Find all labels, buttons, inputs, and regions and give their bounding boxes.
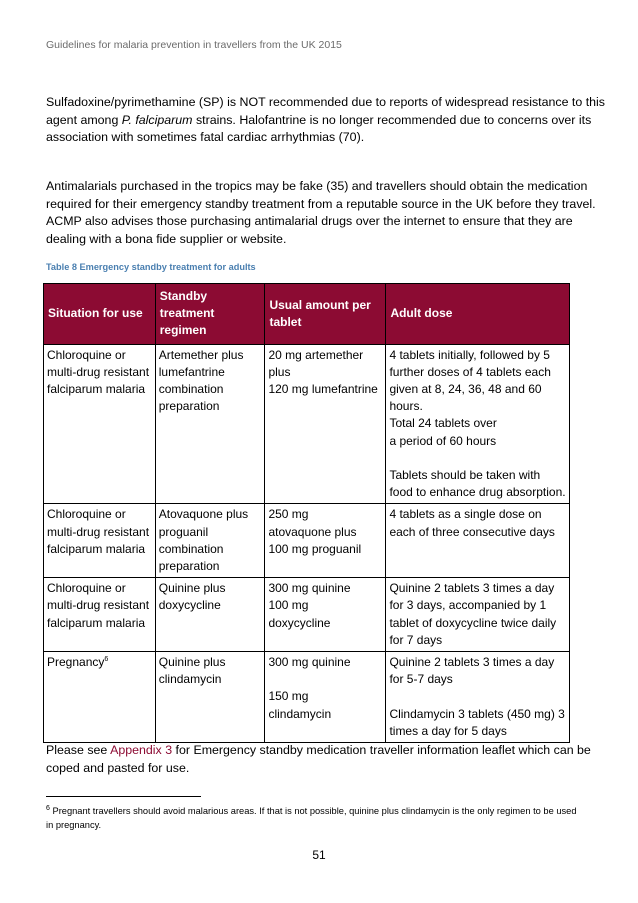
cell-situation: Chloroquine or multi-drug resistant falciparum malaria	[44, 504, 156, 578]
footnote	[46, 805, 586, 832]
paragraph-sp-halofantrine	[46, 94, 606, 147]
paragraph-fake-antimalarials: Antimalarials purchased in the tropics may be fake (35) and travellers should obtain the medication required for their emergency standby treatment from a reputable source in the UK before they travel. ACMP also advises those purchasing antimalarial drugs over the internet to ensure that they are dealing with a bona fide supplier or website.	[46, 179, 596, 246]
table-row	[44, 652, 570, 743]
page-number: 51	[312, 848, 326, 862]
dose-quinine: Quinine 2 tablets 3 times a day for 5-7 days	[389, 655, 555, 687]
cell-situation: Chloroquine or multi-drug resistant falciparum malaria	[44, 578, 156, 652]
header-situation: Situation for use	[44, 284, 156, 345]
appendix-text: Please see	[46, 743, 111, 757]
emergency-standby-table	[43, 283, 570, 743]
cell-regimen: Quinine plus doxycycline	[155, 578, 265, 652]
header-amount: Usual amount per tablet	[265, 284, 386, 345]
cell-situation: Chloroquine or multi-drug resistant falciparum malaria	[44, 344, 156, 504]
appendix-reference	[46, 742, 606, 777]
amount-quinine: 300 mg quinine	[268, 655, 351, 670]
dose-text: 4 tablets initially, followed by 5 further doses of 4 tablets each given at 8, 24, 36, 48 and 60 hours. Total 24 tablets over a period of 60 hours	[389, 347, 551, 448]
running-header: Guidelines for malaria prevention in travellers from the UK 2015	[46, 39, 342, 51]
cell-regimen: Artemether plus lumefantrine combination preparation	[155, 344, 265, 504]
cell-amount: 250 mg atovaquone plus 100 mg proguanil	[265, 504, 386, 578]
cell-amount: 20 mg artemether plus 120 mg lumefantrine	[265, 344, 386, 504]
dose-note: Tablets should be taken with food to enhance drug absorption.	[389, 468, 566, 500]
dose-clindamycin: Clindamycin 3 tablets (450 mg) 3 times a day for 5 days	[389, 706, 565, 738]
cell-regimen: Quinine plus clindamycin	[155, 652, 265, 743]
cell-dose: 4 tablets as a single dose on each of three consecutive days	[386, 504, 570, 578]
footnote-divider	[46, 796, 201, 797]
table-row	[44, 344, 570, 504]
situation-text: Pregnancy	[47, 655, 105, 670]
header-regimen: Standby treatment regimen	[155, 284, 265, 345]
footnote-number: 6	[46, 804, 50, 812]
paragraph-text: strains. Halofantrine is no longer recommended due to concerns over its association with sometimes fatal cardiac arrhythmias (70).	[46, 112, 592, 145]
paragraph-text: Sulfadoxine/pyrimethamine (SP) is NOT recommended due to reports of widespread resistance to this agent among	[46, 95, 605, 127]
header-dose: Adult dose	[386, 284, 570, 345]
appendix-link[interactable]: Appendix 3	[110, 743, 173, 757]
cell-dose	[386, 344, 570, 504]
table-row	[44, 504, 570, 578]
table-caption: Table 8 Emergency standby treatment for adults	[46, 262, 256, 272]
cell-amount	[265, 652, 386, 743]
cell-regimen: Atovaquone plus proguanil combination preparation	[155, 504, 265, 578]
species-italic: P. falciparum	[121, 112, 193, 127]
cell-amount: 300 mg quinine 100 mg doxycycline	[265, 578, 386, 652]
cell-dose	[386, 652, 570, 743]
amount-clindamycin: 150 mg clindamycin	[268, 689, 332, 721]
table-row	[44, 578, 570, 652]
cell-situation	[44, 652, 156, 743]
footnote-mark: 6	[104, 656, 109, 664]
table-header-row	[44, 284, 570, 345]
cell-dose: Quinine 2 tablets 3 times a day for 3 days, accompanied by 1 tablet of doxycycline twice daily for 7 days	[386, 578, 570, 652]
footnote-text: Pregnant travellers should avoid malarious areas. If that is not possible, quinine plus clindamycin is the only regimen to be used in pregnancy.	[46, 806, 577, 830]
appendix-text: for Emergency standby medication traveller information leaflet which can be coped and pasted for use.	[46, 743, 591, 775]
